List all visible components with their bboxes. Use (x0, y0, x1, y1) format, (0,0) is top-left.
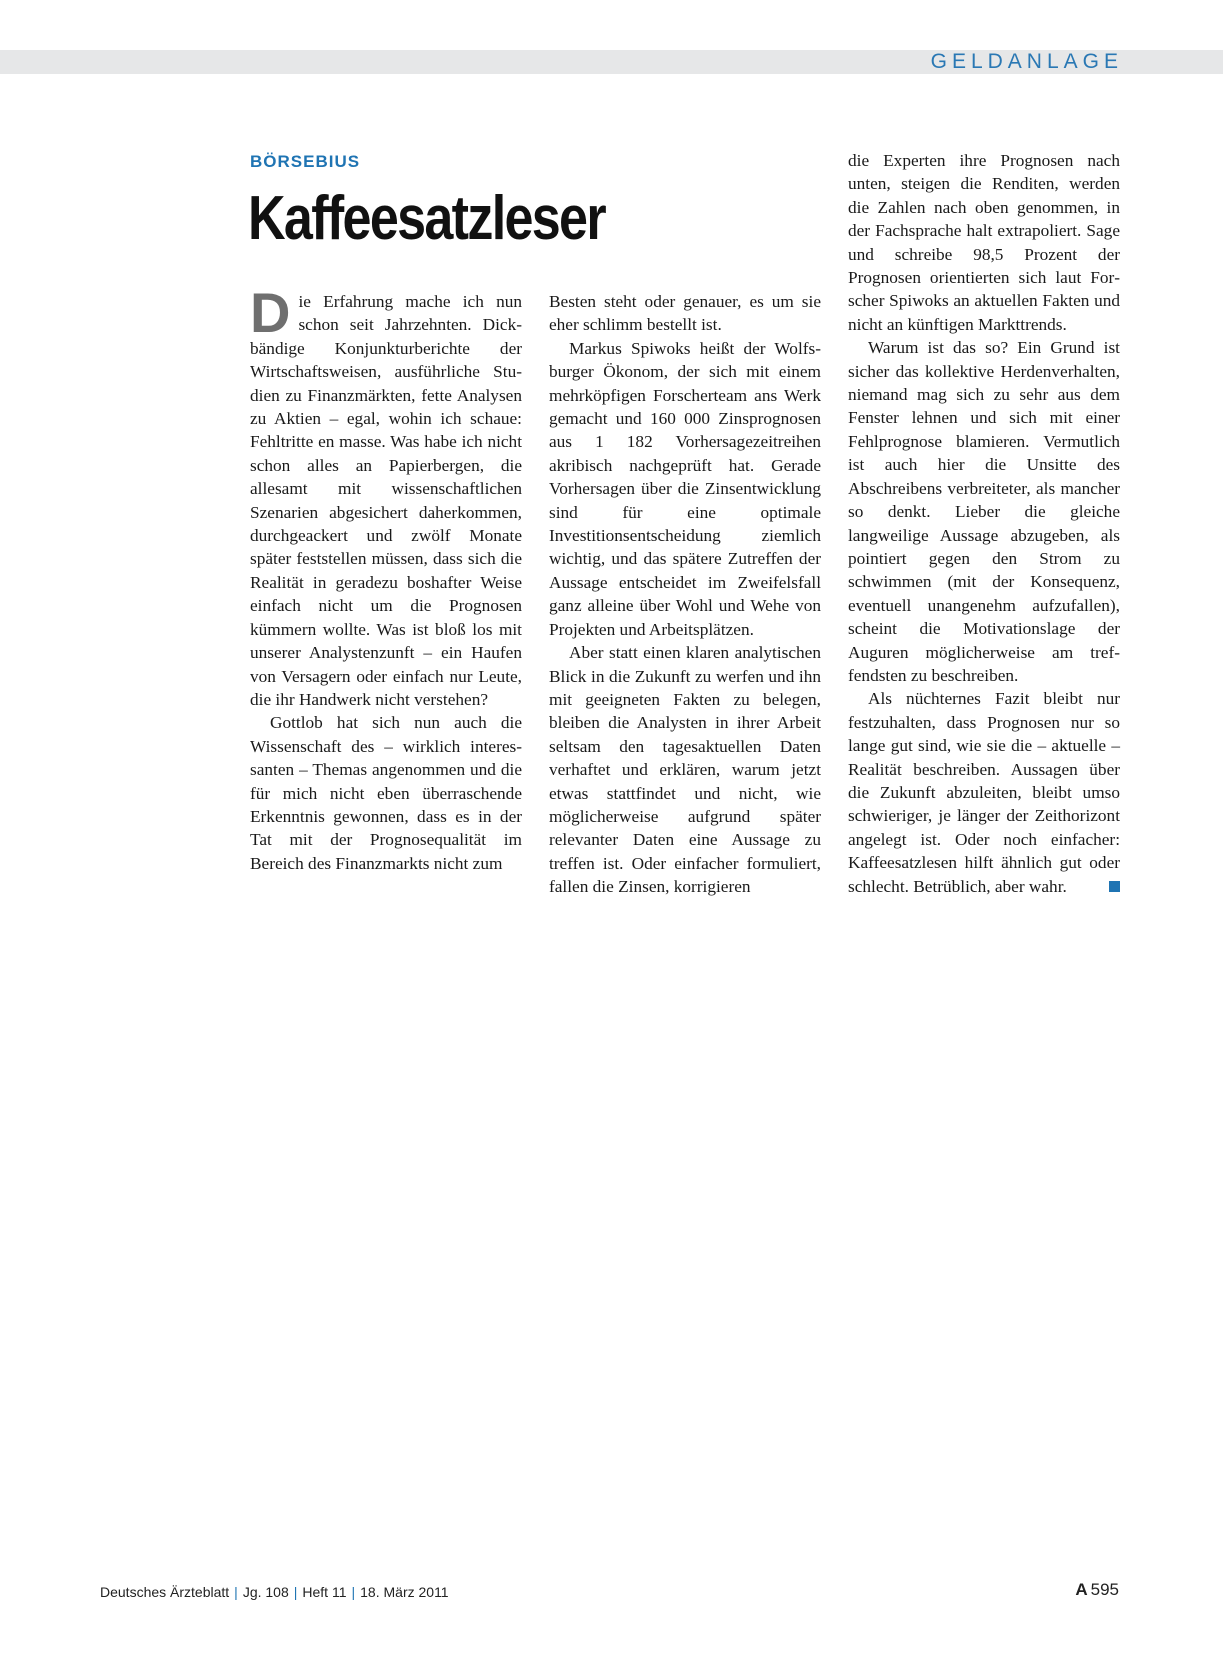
end-mark-icon (1109, 881, 1120, 892)
issue: Heft 11 (302, 1584, 347, 1600)
article-column-3 (848, 149, 1120, 898)
paragraph: die Experten ihre Prognosen nach unten, steigen die Renditen, werden die Zahlen nach oben genommen, in der Fachsprache halt extrapoliert. Sage und schreibe 98,5 Prozent der Prognosen orientierten sich laut Forscher Spiwoks an aktuellen Fakten und nicht an künftigen Markttrends. (848, 151, 1120, 334)
page-number (1075, 1580, 1119, 1600)
volume: Jg. 108 (242, 1584, 289, 1600)
page-prefix: A (1075, 1580, 1088, 1599)
page-number-value: 595 (1090, 1580, 1119, 1599)
issue-date: 18. März 2011 (360, 1584, 449, 1600)
paragraph: Besten steht oder genauer, es um sie eher schlimm bestellt ist. (549, 292, 821, 335)
paragraph (848, 687, 1120, 898)
article-column-1 (250, 281, 522, 875)
article-title: Kaffeesatzleser (248, 184, 605, 253)
paragraph-text: Als nüchternes Fazit bleibt nur festzuhalten, dass Prognosen nur so lange gut sind, wie sie die – aktuelle – Realität beschreiben. Aussagen über die Zukunft abzuleiten, bleibt umso schwieriger, je länger der Zeithorizont angelegt ist. Oder noch einfacher: Kaffeesatzlesen hilft ähnlich gut oder schlecht. Betrüblich, aber wahr. (848, 689, 1120, 896)
journal-name: Deutsches Ärzteblatt (100, 1584, 230, 1600)
footer-citation (100, 1584, 449, 1600)
paragraph: Aber statt einen klaren analytischen Blick in die Zukunft zu werfen und ihn mit geeigneten Fakten zu belegen, bleiben die Analysten in ihrer Arbeit seltsam den tagesaktuellen Daten verhaftet und erklären, warum jetzt etwas stattfindet und nicht, wie möglicherweise aufgrund später relevanter Daten eine Aussage zu treffen ist. Oder einfacher formuliert, fallen die Zinsen, korrigieren (549, 643, 821, 897)
paragraph-text: ie Erfahrung mache ich nun schon seit Jahrzehnten. Dickbändige Konjunkturberichte der Wirtschaftsweisen, ausführliche Studien zu Finanzmärkten, fette Analysen zu Aktien – egal, wohin ich schaue: Fehltritte en masse. Was habe ich nicht schon alles an Papierbergen, die allesamt mit wissenschaftlichen Szenarien abgesichert daherkommen, durchgeackert und zwölf Monate später feststellen müssen, dass sich die Realität in geradezu boshafter Weise einfach nicht um die Prognosen kümmern wollte. Was ist bloß los mit unserer Analystenzunft – ein Haufen von Versagern oder einfach nur Leute, die ihr Handwerk nicht verstehen? (250, 292, 522, 709)
article-column-2 (549, 290, 821, 899)
separator: | (351, 1584, 356, 1600)
article-kicker: BÖRSEBIUS (250, 152, 361, 171)
paragraph: Gottlob hat sich nun auch die Wissenschaft des – wirklich interessanten – Themas angenommen und die für mich nicht eben überraschende Erkenntnis gewonnen, dass es in der Tat mit der Prognosequalität im Bereich des Finanzmarkts nicht zum (250, 713, 522, 873)
separator: | (293, 1584, 298, 1600)
drop-cap: D (250, 281, 291, 344)
paragraph: Warum ist das so? Ein Grund ist sicher das kollektive Herdenverhalten, niemand mag sich zu sehr aus dem Fenster lehnen und sich mit einer Fehlprognose blamieren. Vermutlich ist auch hier die Unsitte des Abschreibens verbreiteter, als mancher so denkt. Lieber die gleiche langweilige Aussage abzugeben, als pointiert gegen den Strom zu schwimmen (mit der Konsequenz, eventuell unangenehm aufzufallen), scheint die Motivationslage der Auguren möglicherweise am treffendsten zu beschreiben. (848, 338, 1120, 685)
paragraph: Markus Spiwoks heißt der Wolfsburger Ökonom, der sich mit einem mehrköpfigen Forscherteam ans Werk gemacht und 160 000 Zinsprognosen aus 1 182 Vorhersagezeitreihen akribisch nachgeprüft hat. Gerade Vorhersagen über die Zinsentwicklung sind für eine optimale Investitionsentscheidung ziemlich wichtig, und das spätere Zutreffen der Aussage entscheidet im Zweifelsfall ganz alleine über Wohl und Wehe von Projekten und Arbeitsplätzen. (549, 338, 821, 639)
separator: | (234, 1584, 238, 1600)
section-label: GELDANLAGE (930, 50, 1123, 73)
paragraph (250, 281, 522, 711)
